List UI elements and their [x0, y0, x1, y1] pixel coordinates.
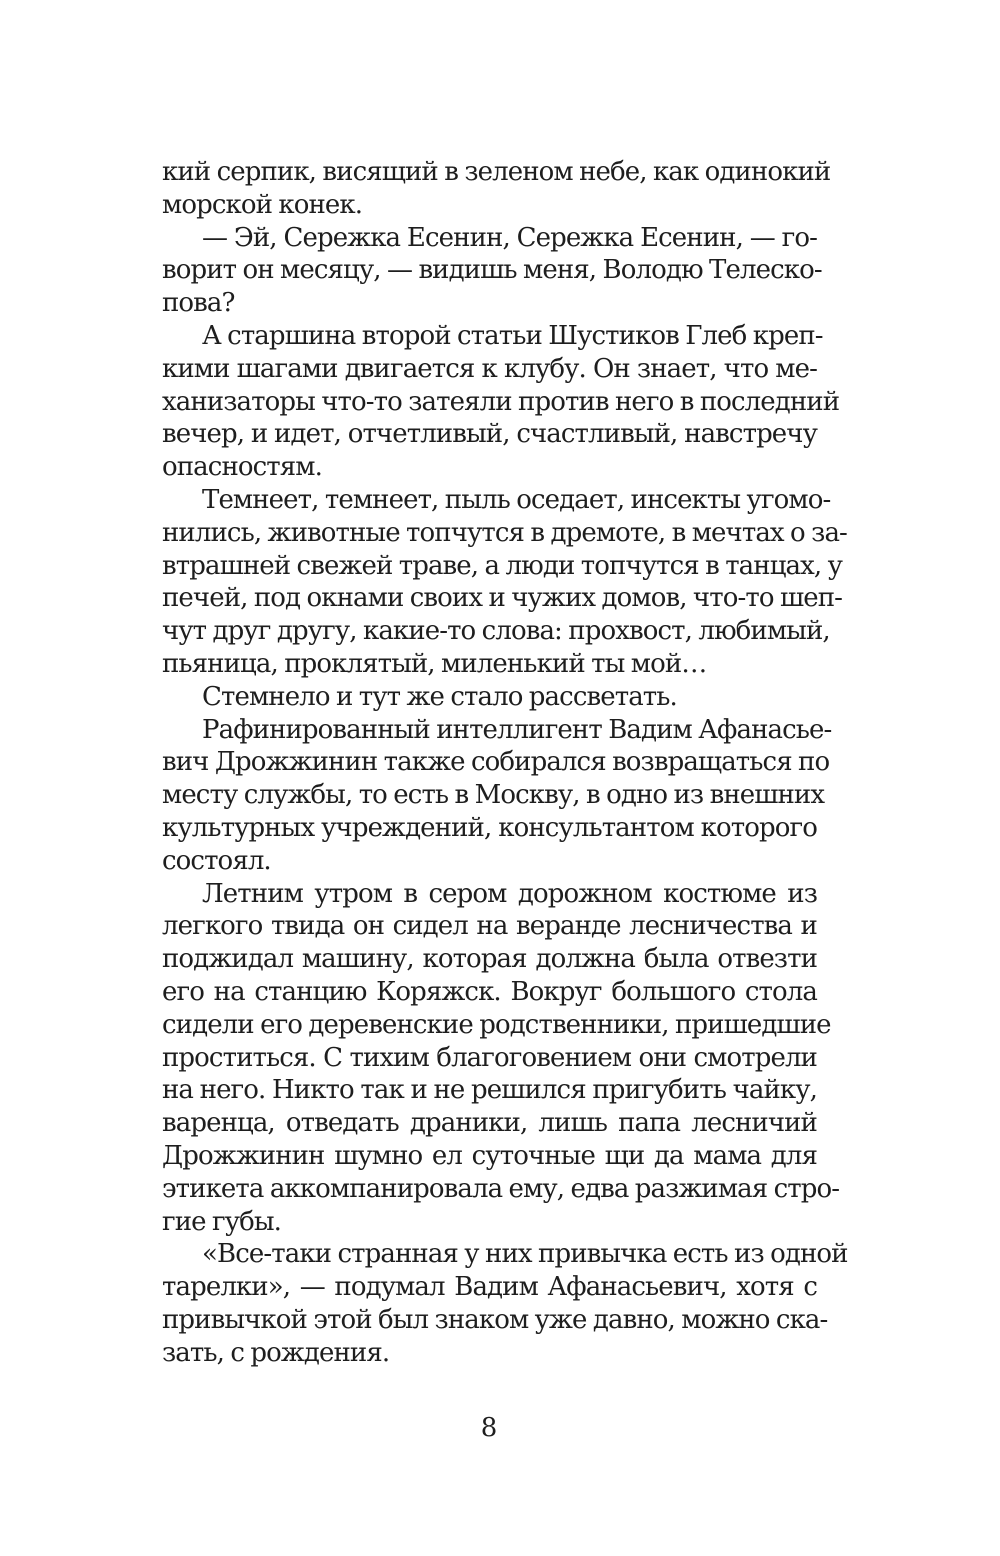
text-line: привычкой этой был знаком уже давно, можно ска- — [162, 1304, 828, 1335]
text-line: втрашней свежей траве, а люди топчутся в танцах, у — [162, 550, 843, 581]
text-line: «Все-таки странная у них привычка есть из одной — [202, 1239, 848, 1270]
text-line: поджидал машину, которая должна была отвезти — [162, 944, 817, 975]
text-line: пьяница, проклятый, миленький ты мой… — [162, 648, 707, 679]
text-line: ворит он месяцу, — видишь меня, Володю Телеско- — [162, 255, 822, 286]
text-line: Летним утром в сером дорожном костюме из — [202, 878, 817, 909]
text-line: гие губы. — [162, 1206, 282, 1237]
text-line: зать, с рождения. — [162, 1337, 390, 1368]
text-line: сидели его деревенские родственники, пришедшие — [162, 1009, 831, 1040]
body-text — [162, 156, 848, 1369]
text-line: А старшина второй статьи Шустиков Глеб креп- — [202, 320, 823, 351]
text-line: варенца, отведать драники, лишь папа лесничий — [162, 1108, 817, 1139]
text-line: опасностям. — [162, 452, 322, 483]
text-line: морской конек. — [162, 189, 363, 220]
text-line: чут друг другу, какие-то слова: прохвост, любимый, — [162, 616, 830, 647]
text-line: его на станцию Коряжск. Вокруг большого стола — [162, 976, 817, 1007]
text-line: вич Дрожжинин также собирался возвращаться по — [162, 747, 830, 778]
text-line: этикета аккомпанировала ему, едва разжимая стро- — [162, 1173, 840, 1204]
text-line: нились, животные топчутся в дремоте, в мечтах о за- — [162, 517, 847, 548]
text-line: — Эй, Сережка Есенин, Сережка Есенин, — го- — [202, 222, 817, 253]
text-line: тарелки», — подумал Вадим Афанасьевич, хотя с — [162, 1272, 817, 1303]
text-line: Рафинированный интеллигент Вадим Афанасье- — [202, 714, 832, 745]
text-line: проститься. С тихим благоговением они смотрели — [162, 1042, 817, 1073]
text-line: культурных учреждений, консультантом которого — [162, 812, 817, 843]
text-line: месту службы, то есть в Москву, в одно из внешних — [162, 780, 825, 811]
text-line: Стемнело и тут же стало рассветать. — [202, 681, 677, 712]
text-line: кими шагами двигается к клубу. Он знает, что ме- — [162, 353, 817, 384]
text-line: печей, под окнами своих и чужих домов, что-то шеп- — [162, 583, 843, 614]
text-line: Дрожжинин шумно ел суточные щи да мама для — [162, 1140, 817, 1171]
text-line: легкого твида он сидел на веранде лесничества и — [162, 911, 817, 942]
text-line: состоял. — [162, 845, 271, 876]
text-line: на него. Никто так и не решился пригубить чайку, — [162, 1075, 817, 1106]
text-line: пова? — [162, 288, 235, 319]
page-number: 8 — [480, 1413, 498, 1443]
text-line: кий серпик, висящий в зеленом небе, как одинокий — [162, 157, 831, 187]
text-line: Темнеет, темнеет, пыль оседает, инсекты угомо- — [202, 484, 831, 515]
text-line: ханизаторы что-то затеяли против него в последний — [162, 386, 840, 417]
text-line: вечер, и идет, отчетливый, счастливый, навстречу — [162, 419, 817, 450]
